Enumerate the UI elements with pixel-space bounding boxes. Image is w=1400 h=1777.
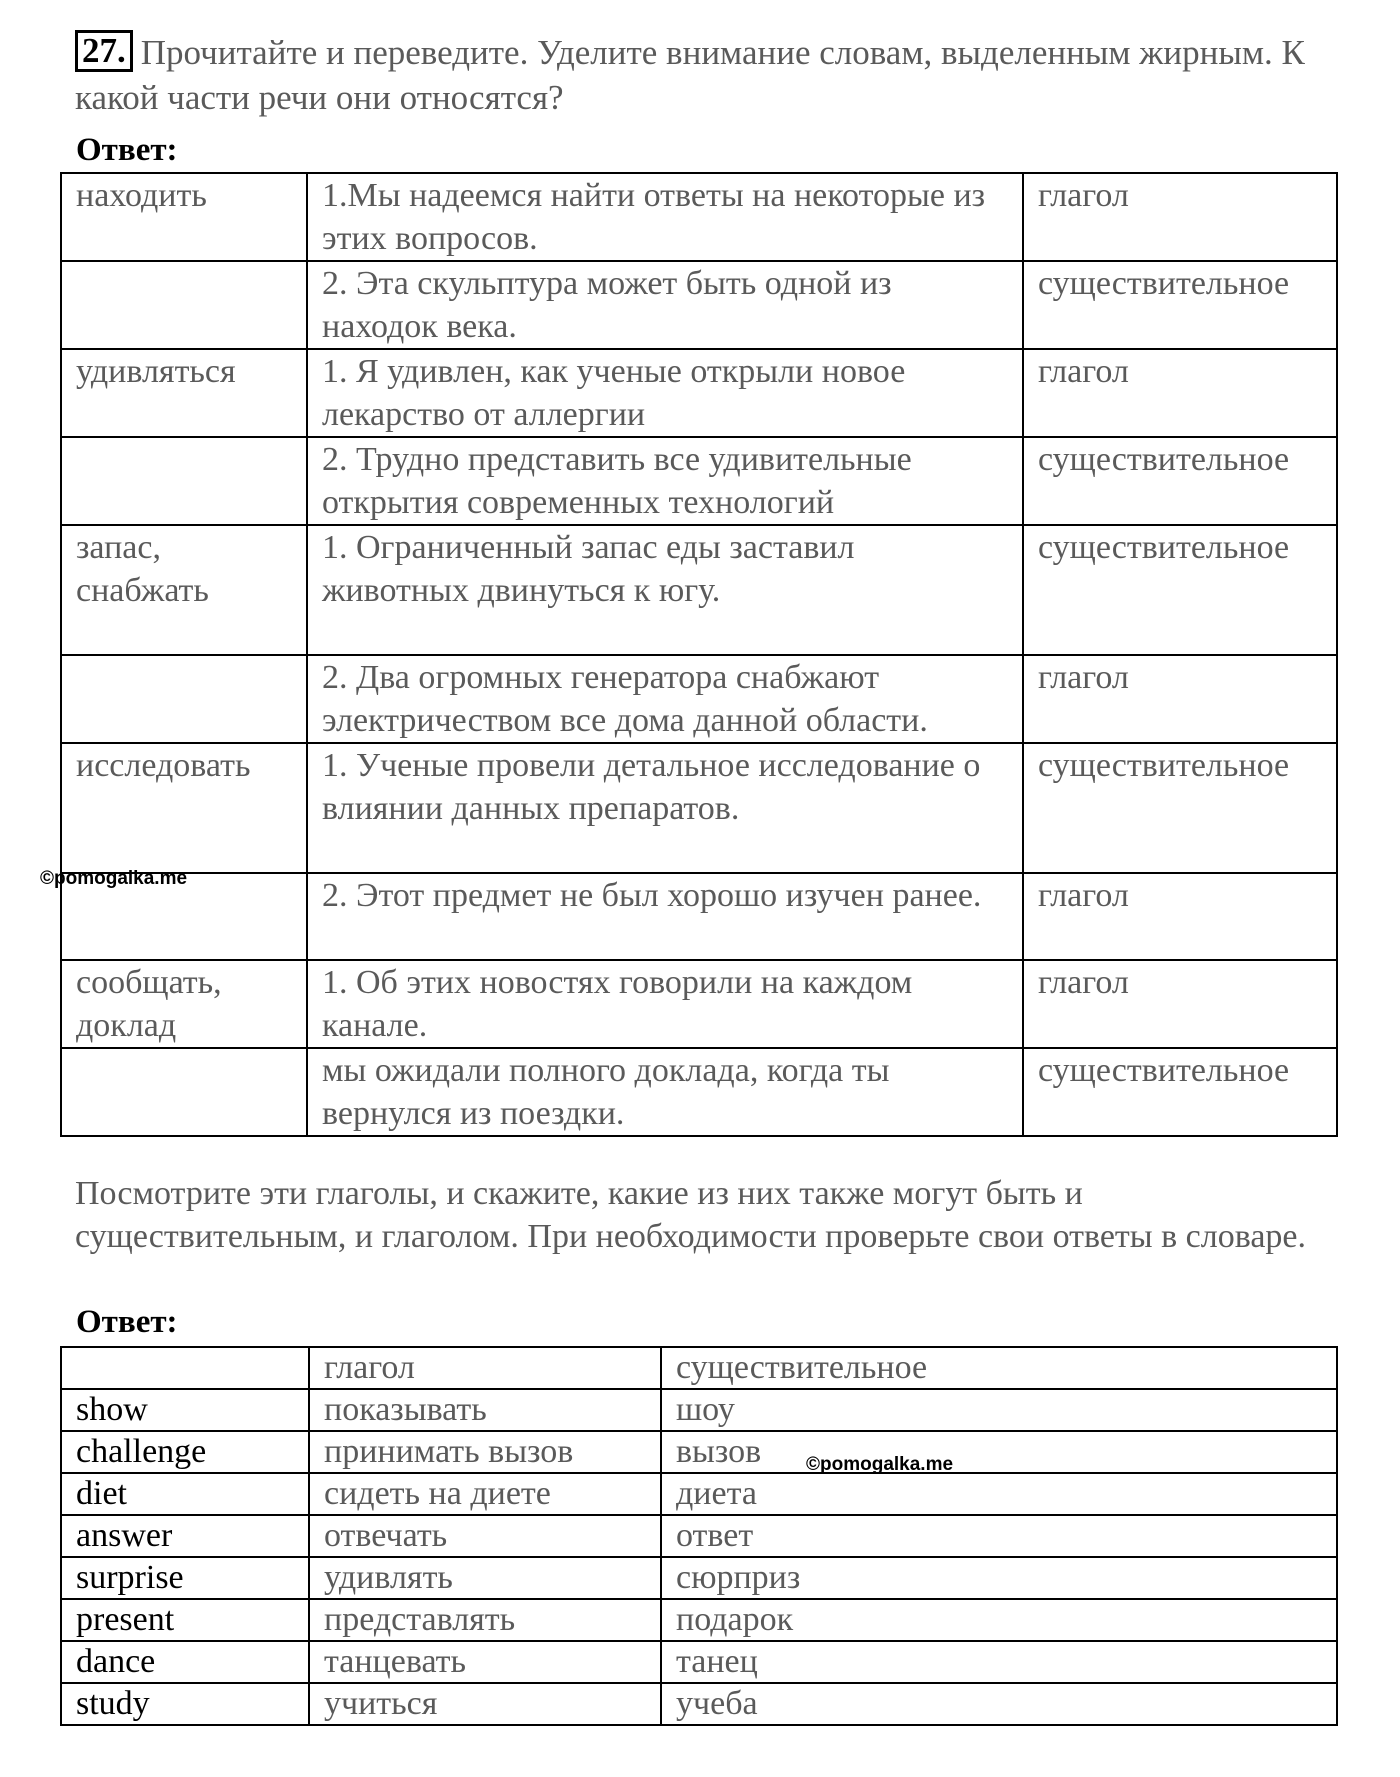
pos-cell: глагол [1023,873,1337,960]
header-cell: глагол [309,1347,661,1389]
sentence-cell: 1. Ограниченный запас еды заставил животных двинуться к югу. [307,525,1023,655]
sentence-cell: 2. Два огромных генератора снабжают электричеством все дома данной области. [307,655,1023,743]
noun-cell: шоу [661,1389,1337,1431]
second-task-instruction: Посмотрите эти глаголы, и скажите, какие из них также могут быть и существительным, и глаголом. При необходимости проверьте свои ответы в словаре. [75,1175,1307,1255]
table-row [61,743,1337,873]
table-row [61,1515,1337,1557]
word-cell: present [61,1599,309,1641]
verb-cell: показывать [309,1389,661,1431]
word-cell: answer [61,1515,309,1557]
verb-cell: принимать вызов [309,1431,661,1473]
pos-cell: существительное [1023,525,1337,655]
sentence-cell: 2. Трудно представить все удивительные открытия современных технологий [307,437,1023,525]
noun-cell: диета [661,1473,1337,1515]
table-row [61,1389,1337,1431]
verb-cell: отвечать [309,1515,661,1557]
answer-label-2: Ответ: [76,1304,178,1340]
word-cell: запас, снабжать [61,525,307,655]
sentences-table [60,172,1338,1137]
table-row [61,173,1337,261]
pos-cell: глагол [1023,960,1337,1048]
table-row [61,1048,1337,1136]
word-cell: находить [61,173,307,261]
table-row [61,349,1337,437]
verb-noun-table [60,1346,1338,1726]
verb-cell: учиться [309,1683,661,1725]
noun-cell: ответ [661,1515,1337,1557]
pos-cell: глагол [1023,655,1337,743]
pos-cell: существительное [1023,1048,1337,1136]
noun-cell: вызов [661,1431,1337,1473]
word-cell: удивляться [61,349,307,437]
table-header-row [61,1347,1337,1389]
watermark: ©pomogalka.me [40,868,188,889]
table-row [61,525,1337,655]
table-row [61,1473,1337,1515]
word-cell [61,437,307,525]
sentence-cell: 2. Эта скульптура может быть одной из находок века. [307,261,1023,349]
word-cell: challenge [61,1431,309,1473]
word-cell: исследовать [61,743,307,873]
table-row [61,1431,1337,1473]
table-row [61,437,1337,525]
table-row [61,1599,1337,1641]
task-number: 27. [75,30,133,72]
word-cell [61,261,307,349]
sentence-cell: 1. Об этих новостях говорили на каждом канале. [307,960,1023,1048]
table-row [61,1641,1337,1683]
pos-cell: глагол [1023,349,1337,437]
table-row [61,1557,1337,1599]
task-instruction: Прочитайте и переведите. Уделите внимание словам, выделенным жирным. К какой части речи они относятся? [75,33,1305,117]
task-header [75,30,1355,120]
answer-label-1: Ответ: [76,132,178,168]
noun-cell: танец [661,1641,1337,1683]
pos-cell: глагол [1023,173,1337,261]
verb-cell: удивлять [309,1557,661,1599]
word-cell: study [61,1683,309,1725]
table-row [61,873,1337,960]
word-cell: surprise [61,1557,309,1599]
word-cell [61,1048,307,1136]
pos-cell: существительное [1023,437,1337,525]
table-row [61,960,1337,1048]
verb-cell: сидеть на диете [309,1473,661,1515]
table-row [61,261,1337,349]
sentence-cell: 1. Ученые провели детальное исследование о влиянии данных препаратов. [307,743,1023,873]
word-cell: сообщать, доклад [61,960,307,1048]
word-cell [61,655,307,743]
noun-cell: учеба [661,1683,1337,1725]
word-cell: diet [61,1473,309,1515]
verb-cell: представлять [309,1599,661,1641]
header-cell: существительное [661,1347,1337,1389]
table-row [61,1683,1337,1725]
noun-cell: сюрприз [661,1557,1337,1599]
word-cell: dance [61,1641,309,1683]
header-cell [61,1347,309,1389]
word-cell: show [61,1389,309,1431]
sentence-cell: 1.Мы надеемся найти ответы на некоторые из этих вопросов. [307,173,1023,261]
sentence-cell: 2. Этот предмет не был хорошо изучен ранее. [307,873,1023,960]
watermark: ©pomogalka.me [806,1454,954,1475]
verb-cell: танцевать [309,1641,661,1683]
pos-cell: существительное [1023,743,1337,873]
sentence-cell: мы ожидали полного доклада, когда ты вернулся из поездки. [307,1048,1023,1136]
table-row [61,655,1337,743]
pos-cell: существительное [1023,261,1337,349]
noun-cell: подарок [661,1599,1337,1641]
sentence-cell: 1. Я удивлен, как ученые открыли новое лекарство от аллергии [307,349,1023,437]
